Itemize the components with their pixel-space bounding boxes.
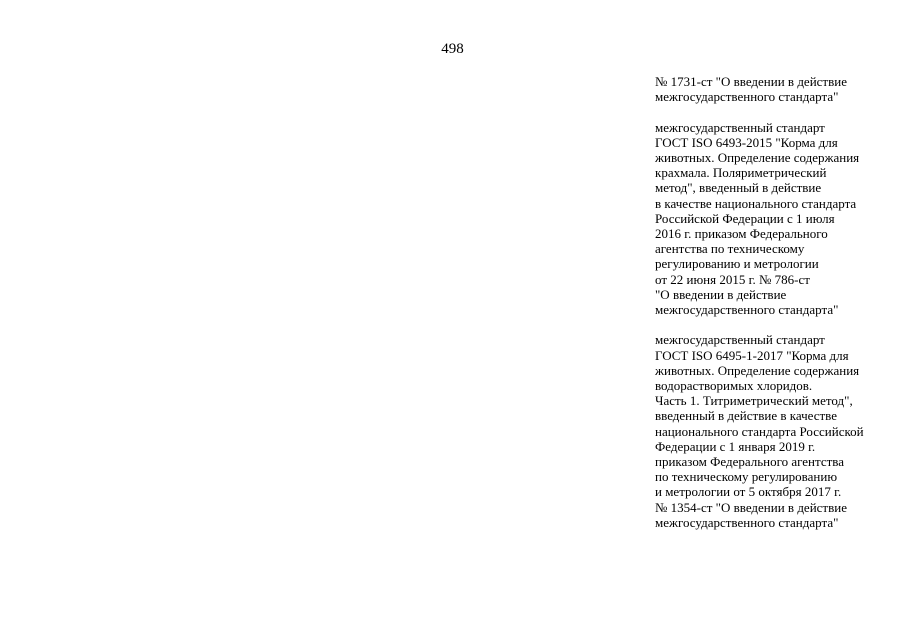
text-line: в качестве национального стандарта: [655, 195, 857, 211]
paragraph-1: [655, 74, 895, 104]
text-line: от 22 июня 2015 г. № 786-ст: [655, 271, 810, 287]
text-line: и метрологии от 5 октября 2017 г.: [655, 484, 842, 500]
text-line: № 1354-ст "О введении в действие: [655, 499, 847, 515]
text-line: метод", введенный в действие: [655, 180, 822, 196]
text-line: Часть 1. Титриметрический метод",: [655, 393, 853, 409]
text-line: животных. Определение содержания: [655, 150, 860, 165]
text-line: "О введении в действие: [655, 286, 787, 302]
text-line: водорастворимых хлоридов.: [655, 378, 813, 394]
text-line: регулированию и метрологии: [655, 256, 819, 272]
page-number: 498: [441, 41, 464, 57]
text-line: Российской Федерации с 1 июля: [655, 210, 835, 226]
text-column: [655, 74, 895, 545]
text-line: введенный в действие в качестве: [655, 408, 838, 424]
text-line: крахмала. Поляриметрический: [655, 165, 827, 181]
text-line: межгосударственный стандарт: [655, 332, 825, 348]
text-line: межгосударственного стандарта": [655, 514, 839, 530]
text-line: агентства по техническому: [655, 241, 805, 257]
text-line: № 1731-ст "О введении в действие: [655, 74, 847, 89]
text-line: 2016 г. приказом Федерального: [655, 226, 828, 242]
text-line: ГОСТ ISO 6493-2015 "Корма для: [655, 134, 838, 150]
text-line: межгосударственного стандарта": [655, 302, 839, 318]
text-line: национального стандарта Российской: [655, 423, 864, 439]
text-line: животных. Определение содержания: [655, 362, 860, 378]
text-line: по техническому регулированию: [655, 469, 838, 485]
text-line: межгосударственного стандарта": [655, 89, 839, 105]
text-line: ГОСТ ISO 6495-1-2017 "Корма для: [655, 347, 849, 363]
text-line: Федерации с 1 января 2019 г.: [655, 438, 816, 454]
paragraph-3: [655, 332, 895, 530]
text-line: межгосударственный стандарт: [655, 119, 825, 135]
text-line: приказом Федерального агентства: [655, 454, 845, 470]
paragraph-2: [655, 120, 895, 318]
